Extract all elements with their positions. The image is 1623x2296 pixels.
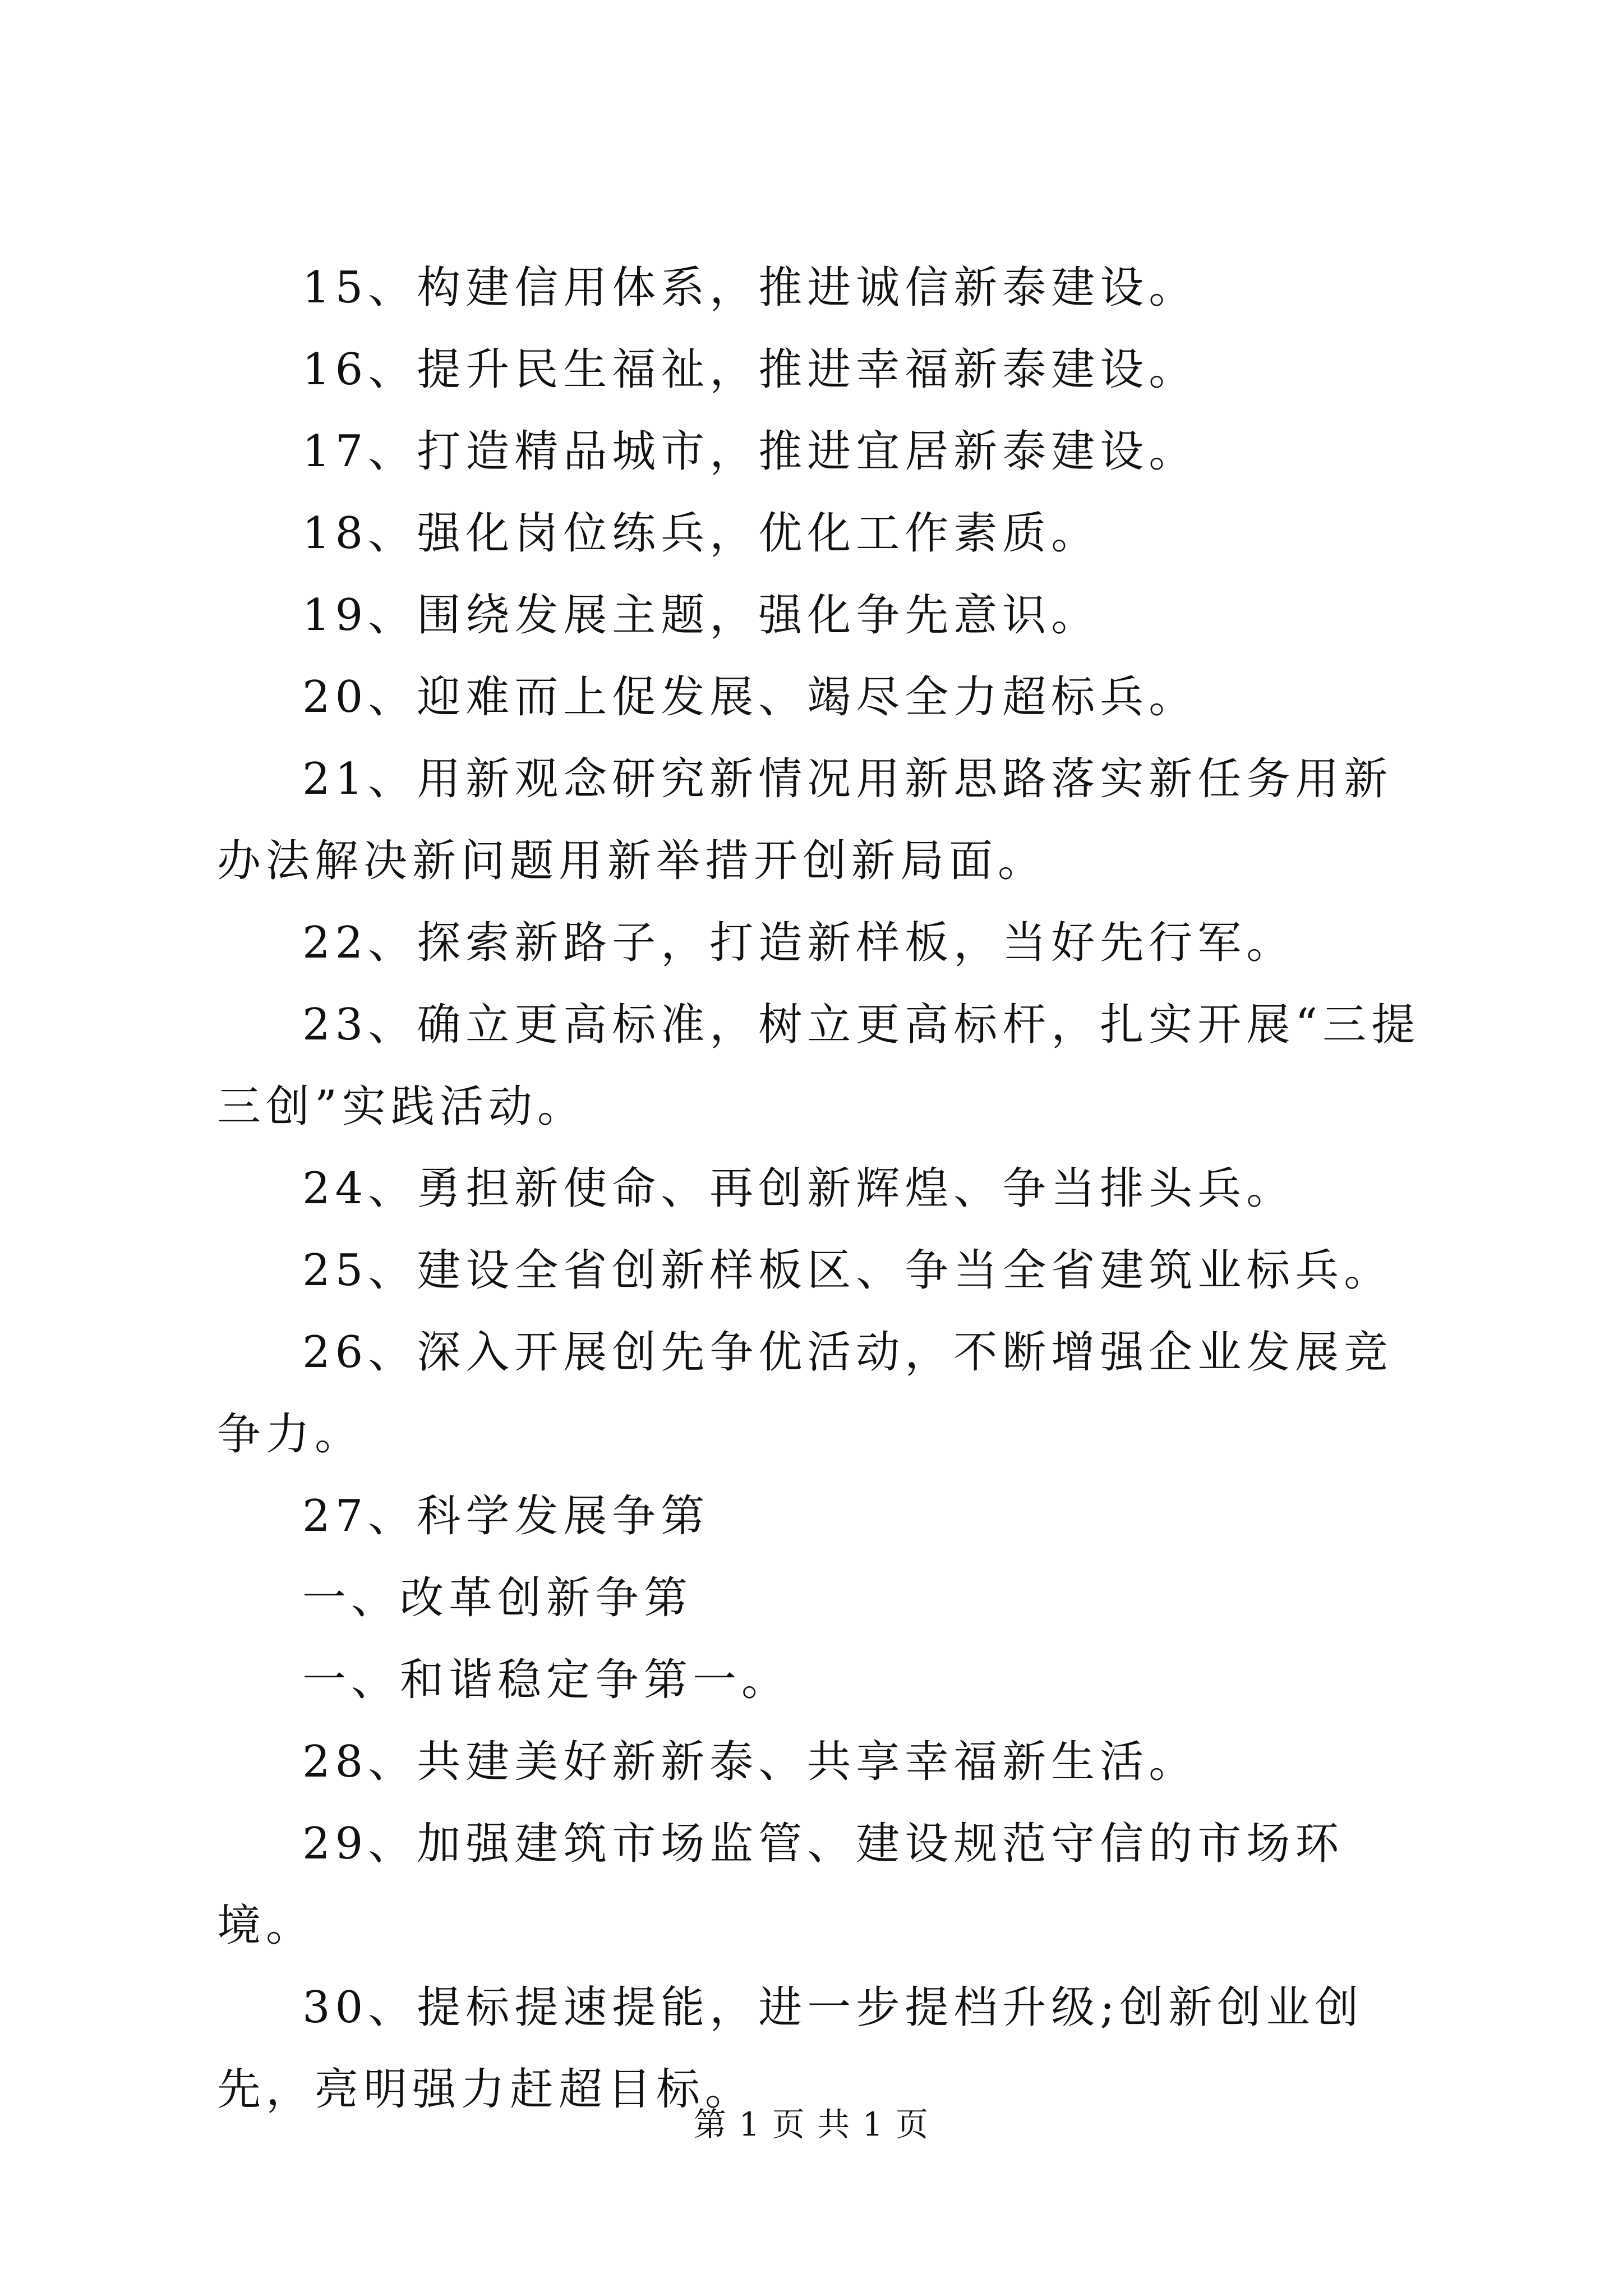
paragraph-29: 29、加强建筑市场监管、建设规范守信的市场环境。 [217, 1819, 1344, 1951]
paragraph-27: 27、科学发展争第 [302, 1491, 710, 1542]
paragraph-24: 24、勇担新使命、再创新辉煌、争当排头兵。 [302, 1163, 1295, 1214]
paragraph-21: 21、用新观念研究新情况用新思路落实新任务用新办法解决新问题用新举措开创新局面。 [217, 754, 1393, 886]
paragraph-26: 26、深入开展创先争优活动，不断增强企业发展竞争力。 [217, 1327, 1393, 1460]
paragraph-20: 20、迎难而上促发展、竭尽全力超标兵。 [302, 672, 1198, 723]
paragraph-28: 28、共建美好新新泰、共享幸福新生活。 [302, 1737, 1198, 1787]
paragraph-16: 16、提升民生福祉，推进幸福新泰建设。 [302, 344, 1198, 395]
paragraph-23: 23、确立更高标准，树立更高标杆，扎实开展“三提三创”实践活动。 [217, 1000, 1421, 1132]
paragraph-15: 15、构建信用体系，推进诚信新泰建设。 [302, 263, 1198, 313]
paragraph-19: 19、围绕发展主题，强化争先意识。 [302, 590, 1100, 641]
paragraph-22: 22、探索新路子，打造新样板，当好先行军。 [302, 918, 1295, 968]
paragraph-25: 25、建设全省创新样板区、争当全省建筑业标兵。 [302, 1245, 1393, 1296]
paragraph-17: 17、打造精品城市，推进宜居新泰建设。 [302, 426, 1198, 477]
document-body [217, 247, 1434, 2131]
paragraph-18: 18、强化岗位练兵，优化工作素质。 [302, 508, 1100, 559]
page-footer: 第 1 页 共 1 页 [694, 2105, 929, 2143]
paragraph-27-sub-1: 一、改革创新争第 [302, 1573, 693, 1623]
paragraph-30: 30、提标提速提能，进一步提档升级;创新创业创先，亮明强力赶超目标。 [217, 1982, 1364, 2115]
paragraph-27-sub-2: 一、和谐稳定争第一。 [302, 1655, 791, 1705]
